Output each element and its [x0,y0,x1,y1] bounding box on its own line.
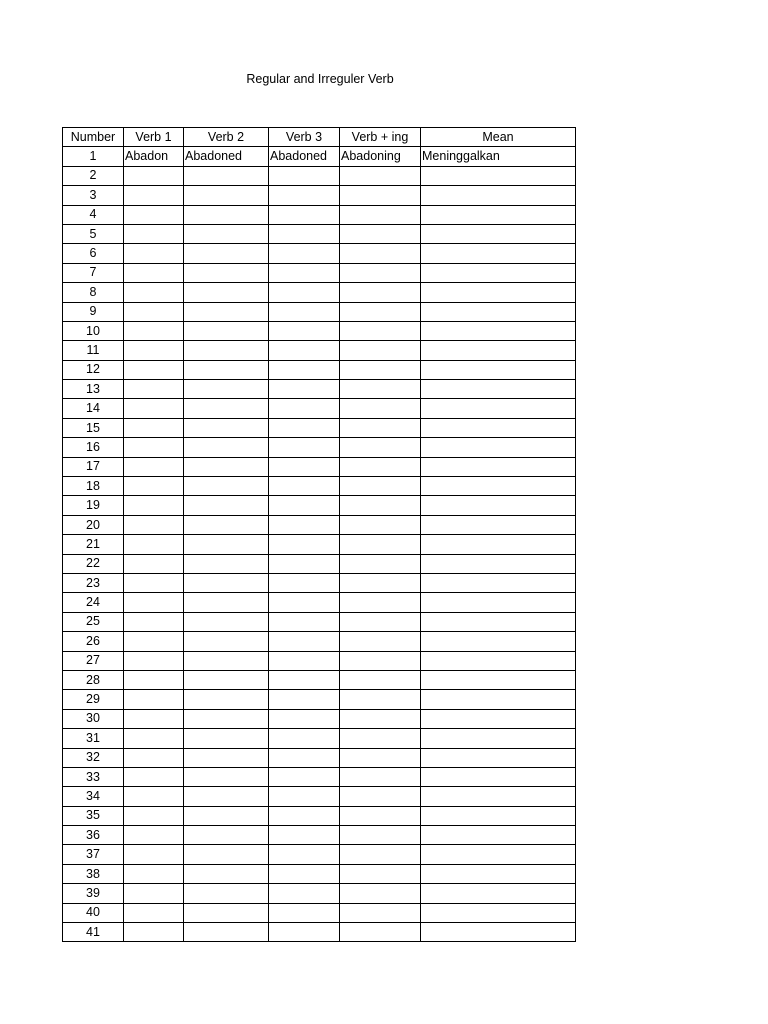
page-title: Regular and Irreguler Verb [246,72,394,86]
number-cell: 37 [63,845,124,864]
verb-3-cell: Abadoned [269,147,340,166]
verb-3-cell [269,748,340,767]
table-row [63,166,576,185]
verb-ing-cell [340,806,421,825]
number-cell: 6 [63,244,124,263]
verb-1-cell [124,651,184,670]
verb-1-cell [124,186,184,205]
verb-ing-cell [340,302,421,321]
table-row [63,535,576,554]
verb-3-cell [269,477,340,496]
verb-ing-cell [340,438,421,457]
verb-1-cell [124,457,184,476]
verb-ing-cell [340,457,421,476]
mean-cell [421,612,576,631]
verb-1-cell [124,535,184,554]
verb-3-cell [269,767,340,786]
verb-1-cell [124,399,184,418]
verb-3-cell [269,496,340,515]
verb-3-cell [269,399,340,418]
verb-ing-cell [340,573,421,592]
mean-cell [421,341,576,360]
verb-1-cell [124,612,184,631]
verb-ing-cell: Abadoning [340,147,421,166]
mean-cell [421,399,576,418]
mean-cell [421,845,576,864]
table-row [63,884,576,903]
verb-1-cell [124,826,184,845]
mean-cell [421,224,576,243]
number-cell: 24 [63,593,124,612]
verb-ing-cell [340,321,421,340]
number-cell: 36 [63,826,124,845]
table-row [63,205,576,224]
verb-3-cell [269,515,340,534]
verb-2-cell [184,593,269,612]
mean-cell [421,670,576,689]
verb-ing-cell [340,670,421,689]
mean-cell [421,205,576,224]
verb-2-cell [184,535,269,554]
mean-cell [421,632,576,651]
table-row [63,729,576,748]
verb-ing-cell [340,903,421,922]
table-row [63,321,576,340]
table-row [63,903,576,922]
verb-ing-cell [340,826,421,845]
verb-ing-cell [340,787,421,806]
verb-3-cell [269,321,340,340]
verb-table [62,127,576,942]
column-header-verb-ing: Verb + ing [340,128,421,147]
verb-3-cell [269,806,340,825]
mean-cell [421,864,576,883]
number-cell: 13 [63,380,124,399]
verb-1-cell [124,884,184,903]
mean-cell [421,767,576,786]
verb-2-cell [184,438,269,457]
mean-cell [421,302,576,321]
mean-cell [421,709,576,728]
verb-1-cell [124,418,184,437]
mean-cell [421,360,576,379]
table-row [63,186,576,205]
verb-2-cell: Abadoned [184,147,269,166]
number-cell: 40 [63,903,124,922]
verb-1-cell [124,166,184,185]
number-cell: 21 [63,535,124,554]
table-row [63,554,576,573]
mean-cell [421,923,576,942]
verb-1-cell [124,632,184,651]
table-row [63,457,576,476]
verb-3-cell [269,690,340,709]
table-row [63,709,576,728]
number-cell: 14 [63,399,124,418]
verb-3-cell [269,709,340,728]
verb-3-cell [269,457,340,476]
number-cell: 19 [63,496,124,515]
table-row [63,845,576,864]
verb-1-cell [124,302,184,321]
verb-2-cell [184,244,269,263]
verb-2-cell [184,283,269,302]
verb-2-cell [184,806,269,825]
verb-2-cell [184,690,269,709]
verb-3-cell [269,438,340,457]
verb-3-cell [269,864,340,883]
number-cell: 41 [63,923,124,942]
mean-cell [421,826,576,845]
verb-1-cell [124,244,184,263]
verb-2-cell [184,224,269,243]
verb-2-cell [184,632,269,651]
verb-ing-cell [340,709,421,728]
verb-3-cell [269,593,340,612]
verb-3-cell [269,612,340,631]
mean-cell [421,438,576,457]
verb-1-cell [124,748,184,767]
verb-ing-cell [340,729,421,748]
verb-1-cell [124,845,184,864]
mean-cell [421,515,576,534]
number-cell: 35 [63,806,124,825]
verb-3-cell [269,573,340,592]
verb-2-cell [184,787,269,806]
verb-1-cell [124,321,184,340]
mean-cell [421,477,576,496]
number-cell: 3 [63,186,124,205]
verb-3-cell [269,884,340,903]
verb-3-cell [269,166,340,185]
column-header-verb-2: Verb 2 [184,128,269,147]
number-cell: 28 [63,670,124,689]
column-header-number: Number [63,128,124,147]
verb-2-cell [184,205,269,224]
mean-cell [421,244,576,263]
number-cell: 17 [63,457,124,476]
verb-1-cell [124,729,184,748]
verb-3-cell [269,302,340,321]
verb-1-cell: Abadon [124,147,184,166]
table-row [63,593,576,612]
verb-2-cell [184,380,269,399]
verb-ing-cell [340,283,421,302]
verb-2-cell [184,729,269,748]
number-cell: 27 [63,651,124,670]
verb-2-cell [184,864,269,883]
verb-3-cell [269,729,340,748]
verb-ing-cell [340,380,421,399]
verb-3-cell [269,632,340,651]
mean-cell [421,884,576,903]
verb-1-cell [124,554,184,573]
table-row [63,806,576,825]
verb-1-cell [124,709,184,728]
number-cell: 39 [63,884,124,903]
table-row [63,380,576,399]
table-row [63,632,576,651]
number-cell: 4 [63,205,124,224]
verb-2-cell [184,845,269,864]
verb-3-cell [269,263,340,282]
number-cell: 1 [63,147,124,166]
column-header-mean: Mean [421,128,576,147]
verb-2-cell [184,263,269,282]
table-row [63,515,576,534]
mean-cell [421,457,576,476]
verb-2-cell [184,651,269,670]
verb-ing-cell [340,884,421,903]
verb-1-cell [124,283,184,302]
table-row [63,767,576,786]
verb-1-cell [124,923,184,942]
number-cell: 25 [63,612,124,631]
number-cell: 38 [63,864,124,883]
verb-2-cell [184,884,269,903]
table-row [63,612,576,631]
verb-ing-cell [340,205,421,224]
verb-1-cell [124,380,184,399]
verb-2-cell [184,321,269,340]
verb-1-cell [124,477,184,496]
table-row [63,651,576,670]
table-row [63,147,576,166]
mean-cell [421,186,576,205]
verb-3-cell [269,554,340,573]
mean-cell [421,593,576,612]
verb-3-cell [269,418,340,437]
header-row [63,128,576,147]
verb-1-cell [124,438,184,457]
verb-ing-cell [340,593,421,612]
mean-cell [421,380,576,399]
table-row [63,341,576,360]
column-header-verb-3: Verb 3 [269,128,340,147]
mean-cell [421,321,576,340]
number-cell: 33 [63,767,124,786]
table-row [63,787,576,806]
verb-ing-cell [340,418,421,437]
mean-cell [421,166,576,185]
verb-1-cell [124,864,184,883]
verb-ing-cell [340,923,421,942]
verb-3-cell [269,826,340,845]
table-row [63,283,576,302]
table-row [63,360,576,379]
verb-3-cell [269,283,340,302]
mean-cell [421,690,576,709]
verb-1-cell [124,224,184,243]
verb-3-cell [269,787,340,806]
verb-3-cell [269,845,340,864]
verb-2-cell [184,496,269,515]
verb-3-cell [269,380,340,399]
mean-cell [421,554,576,573]
verb-3-cell [269,341,340,360]
table-row [63,573,576,592]
mean-cell [421,283,576,302]
verb-1-cell [124,690,184,709]
verb-ing-cell [340,864,421,883]
verb-ing-cell [340,690,421,709]
number-cell: 31 [63,729,124,748]
verb-ing-cell [340,186,421,205]
table-row [63,244,576,263]
table-row [63,438,576,457]
number-cell: 23 [63,573,124,592]
verb-3-cell [269,651,340,670]
mean-cell [421,787,576,806]
verb-2-cell [184,670,269,689]
verb-ing-cell [340,535,421,554]
verb-ing-cell [340,224,421,243]
number-cell: 20 [63,515,124,534]
verb-ing-cell [340,496,421,515]
verb-1-cell [124,670,184,689]
verb-2-cell [184,826,269,845]
table-row [63,748,576,767]
table-body [63,147,576,942]
verb-ing-cell [340,632,421,651]
number-cell: 15 [63,418,124,437]
verb-ing-cell [340,360,421,379]
verb-ing-cell [340,477,421,496]
verb-1-cell [124,360,184,379]
table-row [63,496,576,515]
verb-2-cell [184,554,269,573]
mean-cell [421,903,576,922]
number-cell: 5 [63,224,124,243]
number-cell: 12 [63,360,124,379]
verb-2-cell [184,612,269,631]
number-cell: 2 [63,166,124,185]
verb-2-cell [184,767,269,786]
mean-cell [421,535,576,554]
number-cell: 26 [63,632,124,651]
mean-cell [421,651,576,670]
number-cell: 32 [63,748,124,767]
verb-ing-cell [340,166,421,185]
table-row [63,224,576,243]
verb-2-cell [184,477,269,496]
mean-cell: Meninggalkan [421,147,576,166]
verb-ing-cell [340,554,421,573]
number-cell: 9 [63,302,124,321]
verb-ing-cell [340,399,421,418]
verb-3-cell [269,535,340,554]
verb-2-cell [184,573,269,592]
table-row [63,263,576,282]
verb-1-cell [124,573,184,592]
verb-2-cell [184,399,269,418]
verb-ing-cell [340,244,421,263]
verb-2-cell [184,418,269,437]
verb-3-cell [269,903,340,922]
number-cell: 22 [63,554,124,573]
verb-1-cell [124,806,184,825]
table-row [63,923,576,942]
verb-2-cell [184,186,269,205]
table-row [63,670,576,689]
number-cell: 16 [63,438,124,457]
verb-3-cell [269,244,340,263]
verb-2-cell [184,515,269,534]
verb-ing-cell [340,341,421,360]
verb-1-cell [124,496,184,515]
table-row [63,690,576,709]
verb-3-cell [269,205,340,224]
verb-1-cell [124,767,184,786]
verb-2-cell [184,903,269,922]
verb-3-cell [269,224,340,243]
verb-1-cell [124,205,184,224]
verb-2-cell [184,341,269,360]
verb-ing-cell [340,612,421,631]
verb-1-cell [124,593,184,612]
table-row [63,302,576,321]
verb-2-cell [184,457,269,476]
verb-3-cell [269,670,340,689]
number-cell: 7 [63,263,124,282]
table-row [63,826,576,845]
verb-1-cell [124,263,184,282]
column-header-verb-1: Verb 1 [124,128,184,147]
verb-1-cell [124,515,184,534]
mean-cell [421,729,576,748]
verb-2-cell [184,302,269,321]
number-cell: 30 [63,709,124,728]
verb-ing-cell [340,651,421,670]
number-cell: 8 [63,283,124,302]
verb-ing-cell [340,515,421,534]
number-cell: 10 [63,321,124,340]
number-cell: 34 [63,787,124,806]
table-row [63,477,576,496]
verb-ing-cell [340,845,421,864]
verb-3-cell [269,186,340,205]
verb-3-cell [269,360,340,379]
verb-2-cell [184,360,269,379]
verb-1-cell [124,903,184,922]
verb-2-cell [184,166,269,185]
verb-ing-cell [340,263,421,282]
number-cell: 29 [63,690,124,709]
table-row [63,399,576,418]
table-row [63,864,576,883]
number-cell: 18 [63,477,124,496]
mean-cell [421,806,576,825]
verb-1-cell [124,787,184,806]
verb-1-cell [124,341,184,360]
number-cell: 11 [63,341,124,360]
verb-2-cell [184,709,269,728]
mean-cell [421,748,576,767]
mean-cell [421,263,576,282]
verb-ing-cell [340,748,421,767]
verb-2-cell [184,748,269,767]
mean-cell [421,418,576,437]
verb-3-cell [269,923,340,942]
verb-ing-cell [340,767,421,786]
mean-cell [421,573,576,592]
mean-cell [421,496,576,515]
table-row [63,418,576,437]
verb-2-cell [184,923,269,942]
